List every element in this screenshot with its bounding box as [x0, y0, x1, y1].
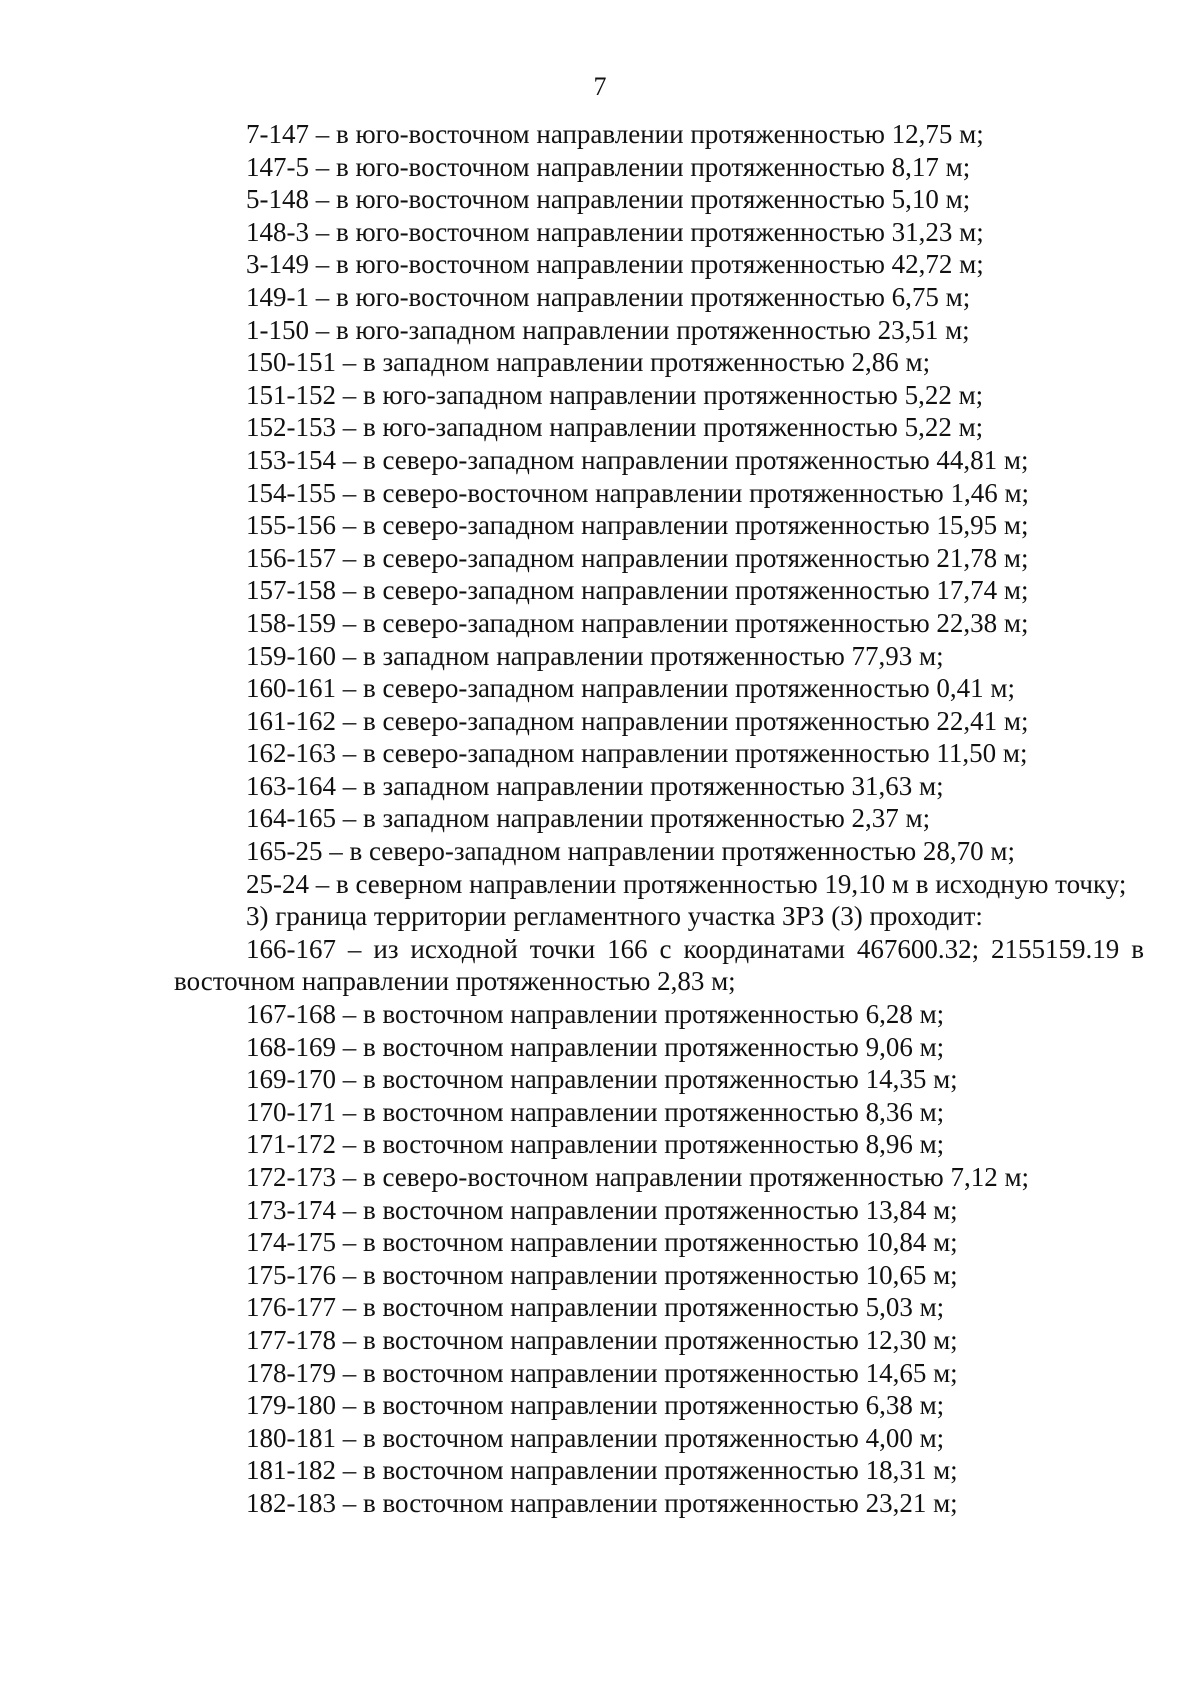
boundary-segment: 173-174 – в восточном направлении протяженностью 13,84 м;: [246, 1194, 958, 1225]
boundary-segment-list-a: [174, 118, 1144, 868]
section-heading-zrz3: 3) граница территории регламентного участка ЗРЗ (3) проходит:: [246, 901, 983, 932]
page-number: 7: [593, 72, 607, 101]
boundary-segment: 175-176 – в восточном направлении протяженностью 10,65 м;: [246, 1259, 958, 1290]
boundary-segment: 152-153 – в юго-западном направлении протяженностью 5,22 м;: [246, 412, 984, 443]
boundary-segment: 149-1 – в юго-восточном направлении протяженностью 6,75 м;: [246, 281, 971, 312]
boundary-segment: 157-158 – в северо-западном направлении протяженностью 17,74 м;: [246, 575, 1029, 606]
boundary-segment: 167-168 – в восточном направлении протяженностью 6,28 м;: [246, 999, 945, 1030]
boundary-segment: 159-160 – в западном направлении протяженностью 77,93 м;: [246, 640, 944, 671]
boundary-segment: 150-151 – в западном направлении протяженностью 2,86 м;: [246, 347, 931, 378]
boundary-segment: 1-150 – в юго-западном направлении протяженностью 23,51 м;: [246, 314, 970, 345]
boundary-segment: 156-157 – в северо-западном направлении протяженностью 21,78 м;: [246, 542, 1029, 573]
boundary-segment: 165-25 – в северо-западном направлении протяженностью 28,70 м;: [246, 836, 1015, 867]
boundary-segment: 182-183 – в восточном направлении протяженностью 23,21 м;: [246, 1487, 958, 1518]
boundary-segment: 172-173 – в северо-восточном направлении протяженностью 7,12 м;: [246, 1162, 1030, 1192]
boundary-segment: 154-155 – в северо-восточном направлении протяженностью 1,46 м;: [246, 477, 1030, 508]
boundary-segment: 162-163 – в северо-западном направлении протяженностью 11,50 м;: [246, 738, 1028, 769]
boundary-segment: 181-182 – в восточном направлении протяженностью 18,31 м;: [246, 1455, 958, 1486]
boundary-segment: 164-165 – в западном направлении протяженностью 2,37 м;: [246, 803, 931, 834]
boundary-segment: 178-179 – в восточном направлении протяженностью 14,65 м;: [246, 1357, 958, 1388]
boundary-segment: 161-162 – в северо-западном направлении протяженностью 22,41 м;: [246, 705, 1029, 736]
boundary-segment: 171-172 – в восточном направлении протяженностью 8,96 м;: [246, 1129, 945, 1160]
boundary-segment: 168-169 – в восточном направлении протяженностью 9,06 м;: [246, 1031, 945, 1062]
boundary-segment: 155-156 – в северо-западном направлении протяженностью 15,95 м;: [246, 510, 1029, 541]
boundary-segment: 163-164 – в западном направлении протяженностью 31,63 м;: [246, 770, 944, 801]
boundary-segment: 158-159 – в северо-западном направлении протяженностью 22,38 м;: [246, 607, 1029, 638]
document-body: [174, 118, 1144, 1520]
boundary-segment: 177-178 – в восточном направлении протяженностью 12,30 м;: [246, 1324, 958, 1355]
boundary-segment: 160-161 – в северо-западном направлении протяженностью 0,41 м;: [246, 673, 1015, 704]
boundary-segment: 174-175 – в восточном направлении протяженностью 10,84 м;: [246, 1227, 958, 1258]
boundary-segment: 148-3 – в юго-восточном направлении протяженностью 31,23 м;: [246, 216, 984, 247]
boundary-segment: 153-154 – в северо-западном направлении протяженностью 44,81 м;: [246, 444, 1029, 475]
boundary-segment: 180-181 – в восточном направлении протяженностью 4,00 м;: [246, 1422, 945, 1453]
boundary-segment: 3-149 – в юго-восточном направлении протяженностью 42,72 м;: [246, 249, 984, 280]
boundary-segment: 5-148 – в юго-восточном направлении протяженностью 5,10 м;: [246, 184, 971, 215]
boundary-segment: 179-180 – в восточном направлении протяженностью 6,38 м;: [246, 1390, 945, 1421]
boundary-start-segment: 166-167 – из исходной точки 166 с координатами 467600.32; 2155159.19 в восточном направлении протяженностью 2,83 м;: [174, 933, 1144, 997]
boundary-segment: 169-170 – в восточном направлении протяженностью 14,35 м;: [246, 1064, 958, 1095]
boundary-segment-final: 25-24 – в северном направлении протяженностью 19,10 м в исходную точку;: [246, 868, 1127, 899]
boundary-segment: 147-5 – в юго-восточном направлении протяженностью 8,17 м;: [246, 151, 971, 182]
boundary-segment: 7-147 – в юго-восточном направлении протяженностью 12,75 м;: [246, 119, 984, 149]
boundary-segment-list-b: [174, 998, 1144, 1520]
boundary-segment: 151-152 – в юго-западном направлении протяженностью 5,22 м;: [246, 379, 984, 410]
boundary-segment: 170-171 – в восточном направлении протяженностью 8,36 м;: [246, 1096, 945, 1127]
boundary-segment: 176-177 – в восточном направлении протяженностью 5,03 м;: [246, 1292, 945, 1323]
